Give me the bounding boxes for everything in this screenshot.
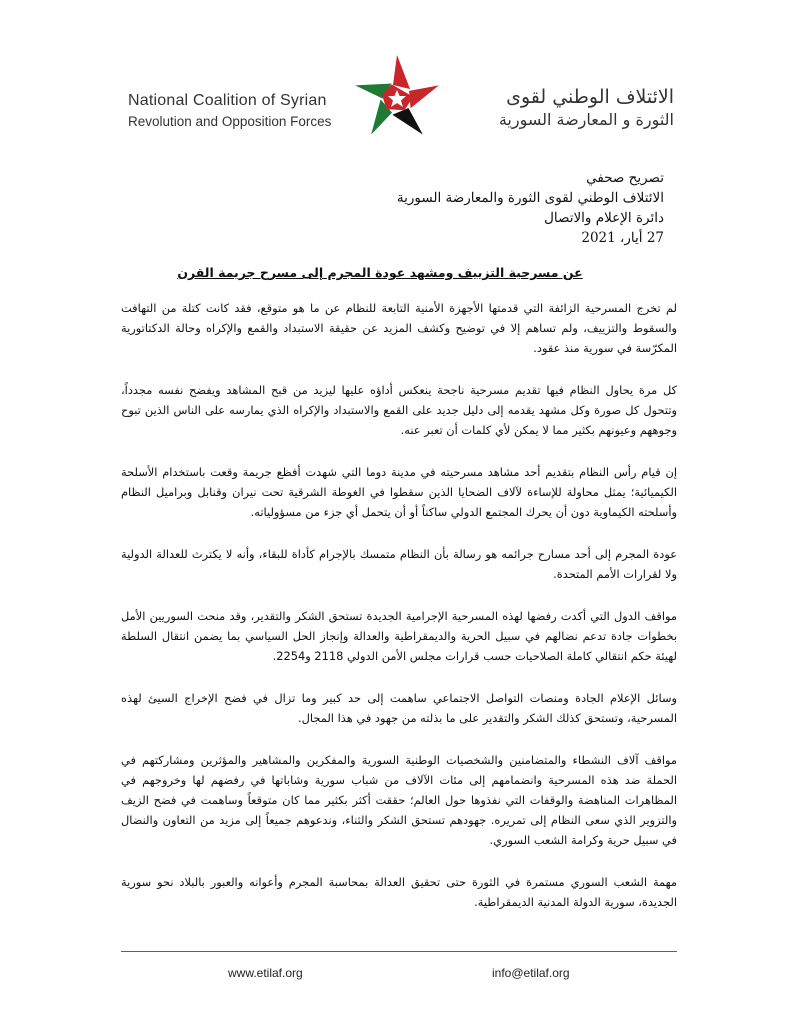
- org-name-english-line1: National Coalition of Syrian: [128, 92, 327, 109]
- email-link[interactable]: info@etilaf.org: [492, 966, 570, 980]
- org-name-english: [128, 92, 348, 129]
- footer-divider: [121, 951, 677, 952]
- letterhead: [0, 0, 792, 150]
- paragraph: مواقف الدول التي أكدت رفضها لهذه المسرحية الإجرامية الجديدة تستحق الشكر والتقدير، وقد منحت السوريين الأمل بخطوات جادة تدعم نضالهم في سبيل الحرية والديمقراطية والعدالة وإنجاز الحل السياسي بما يضمن انتقال السلطة لهيئة حكم انتقالي كاملة الصلاحيات حسب قرارات مجلس الأمن الدولي 2118 و2254.: [121, 609, 677, 663]
- paragraph: مهمة الشعب السوري مستمرة في الثورة حتى تحقيق العدالة بمحاسبة المجرم وأعوانه والعبور بالبلاد نحو سورية الجديدة، سورية الدولة المدنية الديمقراطية.: [121, 875, 677, 909]
- page-title: عن مسرحية التزييف ومشهد عودة المجرم إلى مسرح جريمة القرن: [177, 265, 583, 280]
- paragraph: كل مرة يحاول النظام فيها تقديم مسرحية ناجحة ينعكس أداؤه عليها ليزيد من قبح المشاهد ويفضح نفسه مجدداً، وتتحول كل صورة وكل مشهد يقدمه إلى دليل جديد على القمع والاستبداد والإكراه الذي يمارسه على الناس الذين تبوح وجوههم وعيونهم بكثير مما لا يمكن لأي كلمات أن تعبر عنه.: [121, 383, 677, 437]
- org-name-arabic-line2: الثورة و المعارضة السورية: [498, 110, 674, 129]
- statement-body: [121, 298, 677, 934]
- paragraph: لم تخرج المسرحية الزائفة التي قدمتها الأجهزة الأمنية التابعة للنظام عن ما هو متوقع، فقد كانت كتلة من التهافت والسقوط والتزييف، ولم تساهم إلا في توضيح وكشف المزيد عن حقيقة الاستبداد والقمع والإكراه وحالة الدكتاتورية المكرّسة في سورية منذ عقود.: [121, 301, 677, 355]
- paragraph: مواقف آلاف النشطاء والمتضامنين والشخصيات الوطنية السورية والمفكرين والمشاهير والمؤثرين ومشاركتهم في الحملة ضد هذه المسرحية وانضمامهم إلى مئات الآلاف من شباب سورية وشاباتها في رفضهم لها وخروجهم في المظاهرات المناهضة والوقفات التي نفذوها حول العالم؛ حققت أكثر بكثير مما كان متوقعاً وساهمت في فضح الزيف والتزوير الذي سعى النظام إلى تمريره. جهودهم تستحق الشكر والثناء، وندعوهم جميعاً إلى مزيد من التعاون والنضال في سبيل حرية وكرامة الشعب السوري.: [121, 753, 677, 847]
- release-date: 27 أيار، 2021: [581, 230, 664, 246]
- org-name-arabic-line1: الائتلاف الوطني لقوى: [506, 86, 674, 108]
- org-name-arabic: [444, 86, 674, 129]
- issuer: الائتلاف الوطني لقوى الثورة والمعارضة السورية: [396, 190, 664, 206]
- star-logo-icon: [352, 52, 442, 147]
- department: دائرة الإعلام والاتصال: [544, 210, 664, 226]
- org-name-english-line2: Revolution and Opposition Forces: [128, 114, 332, 129]
- paragraph: وسائل الإعلام الجادة ومنصات التواصل الاجتماعي ساهمت إلى حد كبير وما تزال في فضح الإخراج السيئ لهذه المسرحية، وتستحق كذلك الشكر والتقدير على ما بذلته من جهود في هذا المجال.: [121, 691, 677, 725]
- press-release-meta: [397, 168, 664, 248]
- doc-type: تصريح صحفي: [586, 170, 664, 186]
- paragraph: عودة المجرم إلى أحد مسارح جرائمه هو رسالة بأن النظام متمسك بالإجرام كأداة للبقاء، وأنه لا يكترث للعدالة الدولية ولا لقرارات الأمم المتحدة.: [121, 547, 677, 581]
- paragraph: إن قيام رأس النظام بتقديم أحد مشاهد مسرحيته في مدينة دوما التي شهدت أفظع جريمة وقعت باستخدام الأسلحة الكيميائية؛ يمثل محاولة للإساءة لآلاف الضحايا الذين سقطوا في الغوطة الشرقية تحت نيران وقنابل وبراميل النظام وأسلحته الكيماوية دون أن يحرك المجتمع الدولي ساكناً أو أن يتحمل أي جزء من مسؤولياته.: [121, 465, 677, 519]
- website-link[interactable]: www.etilaf.org: [228, 966, 303, 980]
